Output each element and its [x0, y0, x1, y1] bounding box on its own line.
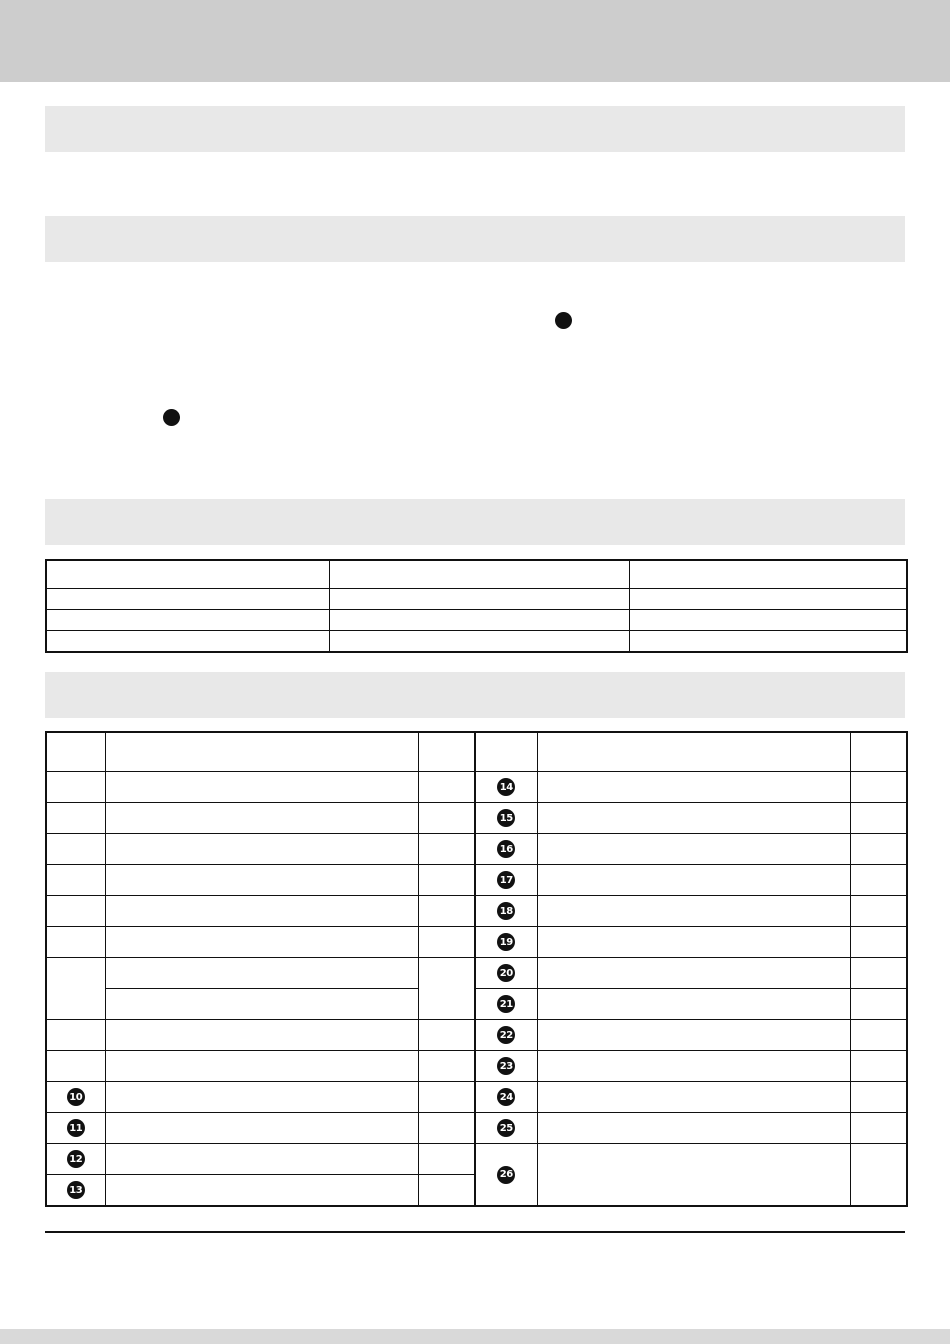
table-cell — [850, 1051, 907, 1082]
table-cell — [46, 865, 105, 896]
table-row — [46, 958, 907, 989]
table-cell — [418, 803, 475, 834]
table-cell — [105, 896, 418, 927]
table-cell — [46, 560, 329, 589]
table-cell — [629, 610, 907, 631]
number-badge: 17 — [497, 871, 515, 889]
number-badge: 21 — [497, 995, 515, 1013]
number-badge: 11 — [67, 1119, 85, 1137]
table-cell — [850, 1082, 907, 1113]
table-cell — [537, 1113, 850, 1144]
table-cell — [46, 803, 105, 834]
number-cell — [475, 1051, 537, 1082]
number-cell — [475, 1144, 537, 1207]
table-cell — [418, 834, 475, 865]
table-cell — [46, 834, 105, 865]
table-cell — [850, 1144, 907, 1207]
table-cell — [418, 958, 475, 1020]
table-cell — [418, 865, 475, 896]
table-cell — [418, 1051, 475, 1082]
section-bar-1 — [45, 106, 905, 152]
table-cell — [105, 834, 418, 865]
table-cell — [105, 1175, 418, 1207]
table-cell — [537, 958, 850, 989]
table-row — [46, 896, 907, 927]
bullet-dot — [163, 409, 180, 426]
number-cell — [475, 1113, 537, 1144]
bullet-dot — [555, 312, 572, 329]
table-cell — [418, 927, 475, 958]
table-cell — [46, 927, 105, 958]
table-cell — [850, 896, 907, 927]
table-cell — [475, 732, 537, 772]
number-cell — [475, 927, 537, 958]
table-row — [46, 1113, 907, 1144]
table-row — [46, 589, 907, 610]
table-cell — [329, 610, 629, 631]
section-bar-2 — [45, 216, 905, 262]
table-cell — [46, 589, 329, 610]
section-bar-3 — [45, 499, 905, 545]
number-badge: 16 — [497, 840, 515, 858]
number-cell — [46, 1113, 105, 1144]
table-cell — [629, 589, 907, 610]
table-cell — [850, 772, 907, 803]
table-row — [46, 989, 907, 1020]
number-badge: 26 — [497, 1166, 515, 1184]
table-row — [46, 1144, 907, 1175]
section-bar-4 — [45, 672, 905, 718]
number-badge: 10 — [67, 1088, 85, 1106]
table-row — [46, 631, 907, 653]
table-row — [46, 772, 907, 803]
number-cell — [475, 958, 537, 989]
table-cell — [850, 1020, 907, 1051]
table-cell — [105, 1082, 418, 1113]
number-badge: 25 — [497, 1119, 515, 1137]
table-cell — [105, 732, 418, 772]
table-cell — [537, 834, 850, 865]
number-badge: 23 — [497, 1057, 515, 1075]
table-header-row — [46, 560, 907, 589]
table-cell — [46, 772, 105, 803]
table-cell — [537, 989, 850, 1020]
table-cell — [105, 989, 418, 1020]
table-row — [46, 803, 907, 834]
table-cell — [850, 1113, 907, 1144]
table-cell — [46, 896, 105, 927]
table-cell — [850, 834, 907, 865]
table-cell — [537, 1144, 850, 1207]
table-row — [46, 1020, 907, 1051]
number-cell — [475, 896, 537, 927]
number-badge: 15 — [497, 809, 515, 827]
footer-rule — [45, 1231, 905, 1233]
table-cell — [105, 865, 418, 896]
number-cell — [475, 989, 537, 1020]
table-cell — [537, 772, 850, 803]
number-badge: 22 — [497, 1026, 515, 1044]
table-cell — [46, 732, 105, 772]
number-cell — [475, 834, 537, 865]
table-cell — [105, 958, 418, 989]
number-cell — [475, 803, 537, 834]
table-cell — [418, 1175, 475, 1207]
number-badge: 18 — [497, 902, 515, 920]
number-cell — [46, 1082, 105, 1113]
parts-table — [45, 731, 908, 1207]
table-row — [46, 834, 907, 865]
number-badge: 13 — [67, 1181, 85, 1199]
table-cell — [629, 631, 907, 653]
table-header-row — [46, 732, 907, 772]
number-badge: 14 — [497, 778, 515, 796]
table-cell — [46, 610, 329, 631]
number-cell — [46, 1175, 105, 1207]
table-cell — [418, 732, 475, 772]
table-cell — [46, 631, 329, 653]
table-cell — [46, 1051, 105, 1082]
number-badge: 24 — [497, 1088, 515, 1106]
table-cell — [537, 1082, 850, 1113]
table-cell — [105, 772, 418, 803]
number-cell — [475, 772, 537, 803]
table-cell — [418, 772, 475, 803]
number-badge: 19 — [497, 933, 515, 951]
number-badge: 12 — [67, 1150, 85, 1168]
table-cell — [418, 1113, 475, 1144]
table-cell — [329, 589, 629, 610]
table-cell — [105, 1144, 418, 1175]
table-cell — [329, 631, 629, 653]
table-cell — [105, 1020, 418, 1051]
table-row — [46, 610, 907, 631]
spec-table — [45, 559, 908, 653]
table-cell — [850, 989, 907, 1020]
number-cell — [475, 865, 537, 896]
table-row — [46, 927, 907, 958]
number-cell — [475, 1082, 537, 1113]
number-cell — [475, 1020, 537, 1051]
table-cell — [537, 1051, 850, 1082]
table-cell — [105, 927, 418, 958]
table-cell — [46, 958, 105, 1020]
number-cell — [46, 1144, 105, 1175]
table-cell — [418, 1144, 475, 1175]
table-cell — [105, 1113, 418, 1144]
table-cell — [537, 732, 850, 772]
table-cell — [537, 803, 850, 834]
table-row — [46, 1082, 907, 1113]
table-cell — [629, 560, 907, 589]
header-band — [0, 0, 950, 82]
table-cell — [418, 1082, 475, 1113]
number-badge: 20 — [497, 964, 515, 982]
table-cell — [850, 958, 907, 989]
table-row — [46, 865, 907, 896]
table-row — [46, 1051, 907, 1082]
footer-band — [0, 1329, 950, 1344]
table-cell — [850, 803, 907, 834]
table-cell — [105, 1051, 418, 1082]
table-cell — [537, 927, 850, 958]
table-cell — [537, 865, 850, 896]
table-cell — [850, 732, 907, 772]
table-cell — [537, 1020, 850, 1051]
table-cell — [418, 1020, 475, 1051]
table-cell — [46, 1020, 105, 1051]
table-cell — [418, 896, 475, 927]
table-cell — [850, 865, 907, 896]
table-cell — [850, 927, 907, 958]
table-cell — [329, 560, 629, 589]
table-cell — [105, 803, 418, 834]
table-cell — [537, 896, 850, 927]
